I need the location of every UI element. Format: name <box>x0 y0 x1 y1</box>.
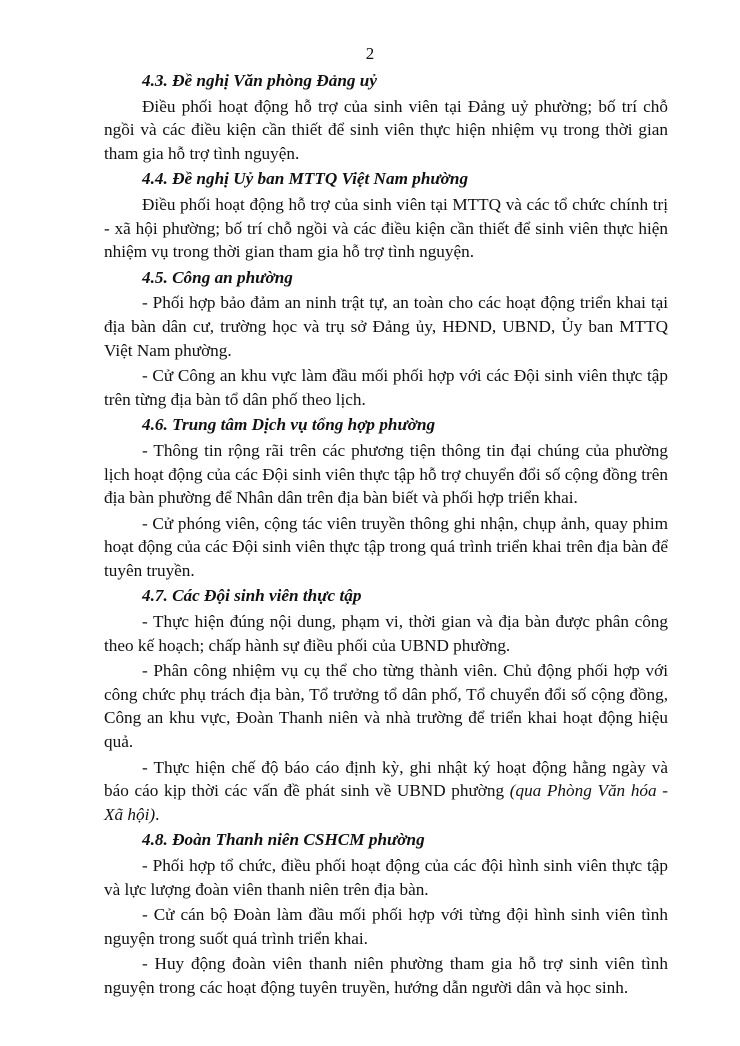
paragraph: - Phối hợp tổ chức, điều phối hoạt động của các đội hình sinh viên thực tập và lực lượng đoàn viên thanh niên trên địa bàn. <box>104 856 668 899</box>
paragraph: Điều phối hoạt động hỗ trợ của sinh viên tại MTTQ và các tổ chức chính trị - xã hội phường; bố trí chỗ ngồi và các điều kiện cần thiết để sinh viên thực hiện nhiệm vụ trong thời gian tham gia hỗ trợ tình nguyện. <box>104 194 668 262</box>
section-4-8 <box>104 828 668 999</box>
report-italic-note: (qua Phòng Văn hóa - Xã hội) <box>104 781 668 824</box>
section-4-4 <box>104 167 668 263</box>
section-4-3 <box>104 69 668 165</box>
section-heading: 4.8. Đoàn Thanh niên CSHCM phường <box>142 830 425 850</box>
section-heading: 4.7. Các Đội sinh viên thực tập <box>142 586 362 606</box>
paragraph: - Thực hiện đúng nội dung, phạm vi, thời gian và địa bàn được phân công theo kế hoạch; chấp hành sự điều phối của UBND phường. <box>104 612 668 655</box>
paragraph: - Huy động đoàn viên thanh niên phường tham gia hỗ trợ sinh viên tình nguyện trong các hoạt động tuyên truyền, hướng dẫn người dân và học sinh. <box>104 954 668 997</box>
section-4-6 <box>104 413 668 582</box>
paragraph: Điều phối hoạt động hỗ trợ của sinh viên tại Đảng uỷ phường; bố trí chỗ ngồi và các điều kiện cần thiết để sinh viên thực hiện nhiệm vụ trong thời gian tham gia hỗ trợ tình nguyện. <box>104 96 668 163</box>
report-end: . <box>155 804 160 824</box>
paragraph: - Phân công nhiệm vụ cụ thể cho từng thành viên. Chủ động phối hợp với công chức phụ trách địa bàn, Tổ trưởng tổ dân phố, Tổ chuyển đổi số cộng đồng, Công an khu vực, Đoàn Thanh niên và nhà trường để triển khai hoạt động hiệu quả. <box>104 661 668 752</box>
paragraph: - Cử cán bộ Đoàn làm đầu mối phối hợp với từng đội hình sinh viên tình nguyện trong suốt quá trình triển khai. <box>104 905 668 948</box>
paragraph: - Cử phóng viên, cộng tác viên truyền thông ghi nhận, chụp ảnh, quay phim hoạt động của các Đội sinh viên thực tập trong quá trình triển khai trên địa bàn để tuyên truyền. <box>104 513 668 580</box>
section-4-7 <box>104 584 668 826</box>
document-body <box>104 69 668 1002</box>
section-4-5 <box>104 266 668 412</box>
paragraph: - Thông tin rộng rãi trên các phương tiện thông tin đại chúng của phường lịch hoạt động của các Đội sinh viên thực tập hỗ trợ chuyển đổi số cộng đồng trên địa bàn phường để Nhân dân trên địa bàn biết và phối hợp triển khai. <box>104 440 668 508</box>
section-heading: 4.4. Đề nghị Uỷ ban MTTQ Việt Nam phường <box>142 169 469 189</box>
section-heading: 4.6. Trung tâm Dịch vụ tổng hợp phường <box>142 415 436 435</box>
report-text: - Thực hiện chế độ báo cáo định kỳ, ghi nhật ký hoạt động hằng ngày và báo cáo kịp thời các vấn đề phát sinh về UBND phường <box>104 757 668 801</box>
section-heading: 4.5. Công an phường <box>142 267 293 287</box>
paragraph: - Phối hợp bảo đảm an ninh trật tự, an toàn cho các hoạt động triển khai tại địa bàn dân cư, trường học và trụ sở Đảng ủy, HĐND, UBND, Ủy ban MTTQ Việt Nam phường. <box>104 293 668 360</box>
paragraph: - Cử Công an khu vực làm đầu mối phối hợp với các Đội sinh viên thực tập trên từng địa bàn tổ dân phố theo lịch. <box>104 366 668 409</box>
report-paragraph <box>104 756 668 827</box>
page-number: 2 <box>365 44 375 63</box>
section-heading: 4.3. Đề nghị Văn phòng Đảng uỷ <box>142 71 377 90</box>
